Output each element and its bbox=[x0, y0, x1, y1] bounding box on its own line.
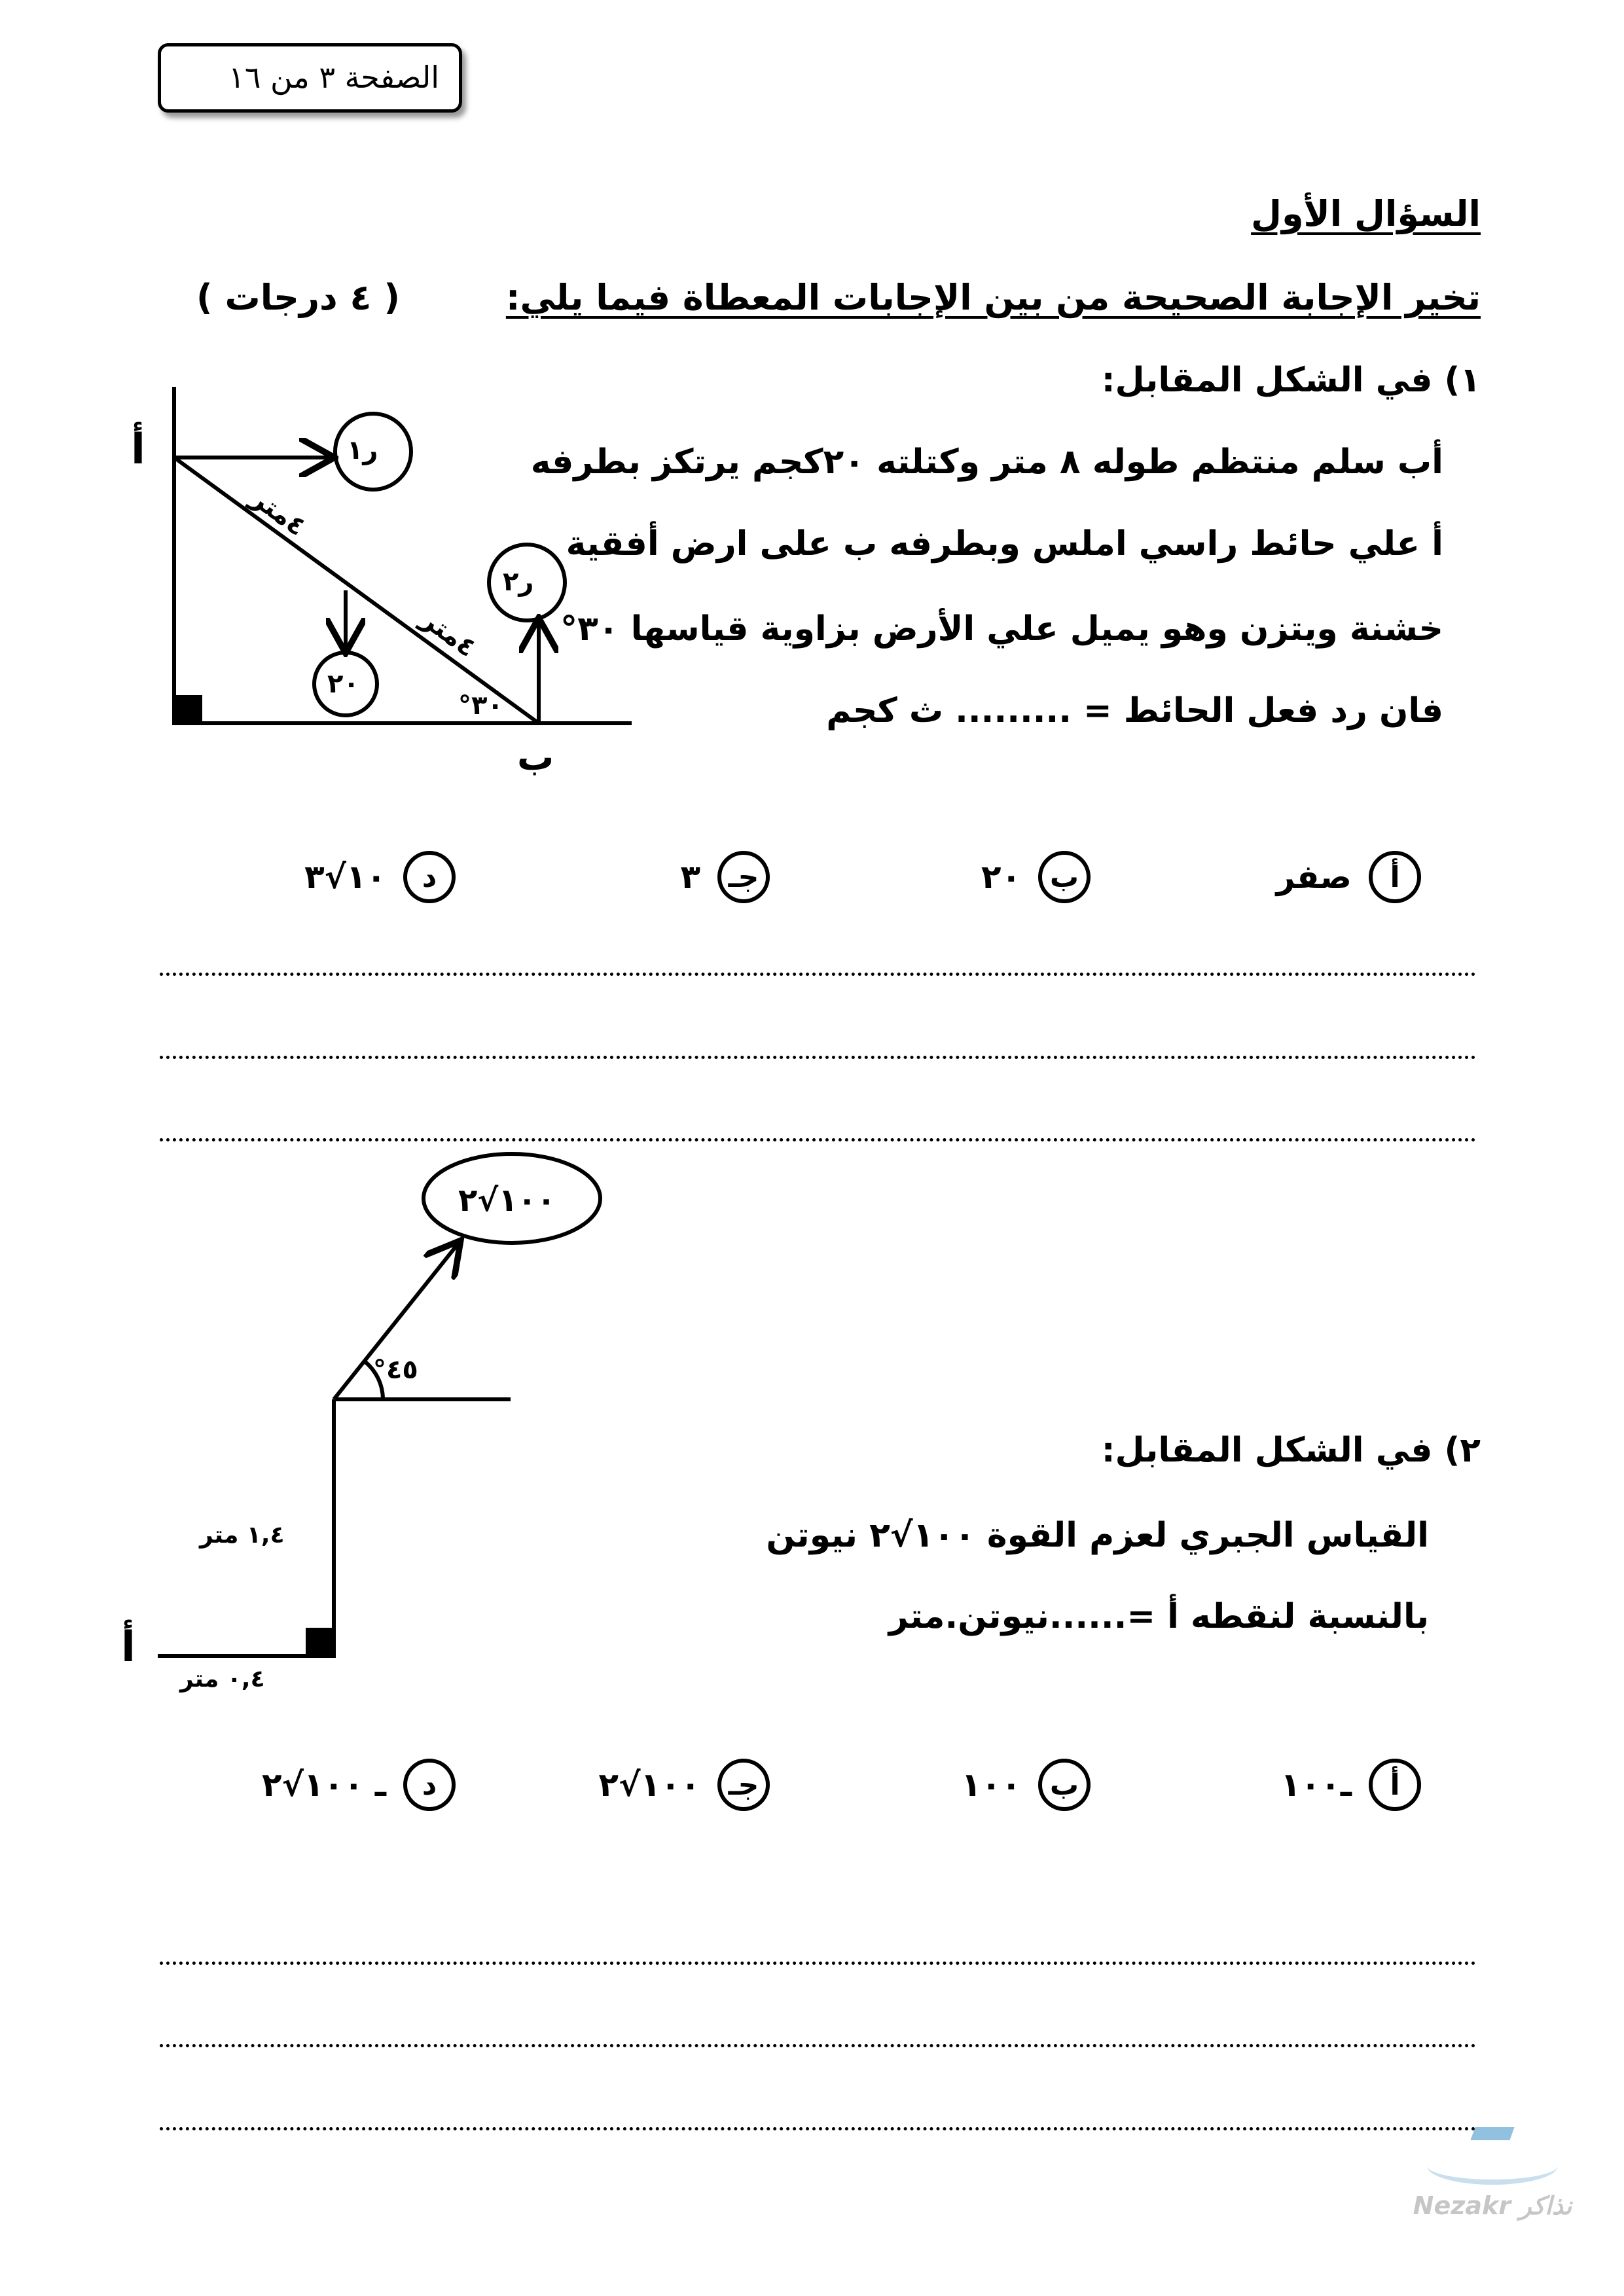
watermark-logo bbox=[1401, 2127, 1584, 2258]
q1-title: ١) في الشكل المقابل: bbox=[1101, 361, 1481, 400]
moment-figure bbox=[158, 1154, 600, 1656]
force-label: ١٠٠√٢ bbox=[458, 1182, 556, 1219]
point-a-label: أ bbox=[121, 1623, 135, 1672]
page-indicator: الصفحة ٣ من ١٦ bbox=[228, 60, 439, 95]
q2-option-a[interactable] bbox=[1280, 1759, 1421, 1811]
q1-line: أب سلم منتظم طوله ٨ متر وكتلته ٢٠كجم يرتكز بطرفه bbox=[530, 442, 1443, 482]
option-letter: جـ bbox=[717, 851, 770, 903]
option-letter: جـ bbox=[717, 1759, 770, 1811]
vertical-length-label: ١,٤ متر bbox=[200, 1522, 285, 1549]
q1-option-d[interactable] bbox=[304, 851, 456, 903]
point-a-label: أ bbox=[131, 425, 145, 474]
q2-option-d[interactable] bbox=[262, 1759, 456, 1811]
q2-line: القياس الجبري لعزم القوة ١٠٠√٢ نيوتن bbox=[766, 1516, 1429, 1555]
option-letter: د bbox=[403, 851, 456, 903]
answer-line[interactable] bbox=[160, 2127, 1476, 2130]
q2-title: ٢) في الشكل المقابل: bbox=[1101, 1431, 1481, 1470]
q2-line: بالنسبة لنقطه أ =......نيوتن.متر bbox=[888, 1597, 1429, 1636]
q1-option-b[interactable] bbox=[981, 851, 1091, 903]
graduation-cap-icon bbox=[1470, 2127, 1514, 2140]
horizontal-length-label: ٠,٤ متر bbox=[180, 1666, 265, 1693]
option-letter: د bbox=[403, 1759, 456, 1811]
instruction: تخير الإجابة الصحيحة من بين الإجابات المعطاة فيما يلي: bbox=[505, 277, 1481, 318]
q1-line: خشنة ويتزن وهو يميل علي الأرض بزاوية قياسها ٣٠° bbox=[560, 609, 1443, 649]
option-value: صفر bbox=[1276, 858, 1352, 896]
r2-label: ر٢ bbox=[503, 567, 534, 597]
question-title: السؤال الأول bbox=[1251, 193, 1481, 234]
option-value: ـ ١٠٠√٢ bbox=[262, 1766, 386, 1804]
answer-line[interactable] bbox=[160, 1138, 1476, 1141]
q1-line: فان رد فعل الحائط = ......... ث كجم bbox=[826, 691, 1443, 730]
q1-option-a[interactable] bbox=[1276, 851, 1421, 903]
q1-line: أ علي حائط راسي املس وبطرفه ب على ارض أفقية bbox=[566, 524, 1443, 564]
book-icon bbox=[1427, 2147, 1558, 2185]
q1-option-c[interactable] bbox=[680, 851, 770, 903]
option-value: ـ١٠٠ bbox=[1280, 1766, 1352, 1804]
logo-text: Nezakr نذاكر bbox=[1413, 2191, 1572, 2220]
option-value: ٢٠ bbox=[981, 858, 1021, 896]
option-letter: أ bbox=[1369, 851, 1421, 903]
q2-option-c[interactable] bbox=[599, 1759, 770, 1811]
option-value: ١٠٠ bbox=[961, 1766, 1021, 1804]
option-value: ١٠٠√٢ bbox=[598, 1766, 700, 1804]
angle-label: ٣٠° bbox=[458, 691, 503, 721]
r1-label: ر١ bbox=[347, 435, 378, 465]
angle-label: ٤٥° bbox=[373, 1355, 418, 1385]
answer-line[interactable] bbox=[160, 1056, 1476, 1059]
answer-line[interactable] bbox=[160, 2044, 1476, 2047]
option-letter: ب bbox=[1038, 1759, 1091, 1811]
option-value: ٣ bbox=[680, 858, 700, 896]
point-b-label: ب bbox=[517, 736, 554, 779]
q2-option-b[interactable] bbox=[961, 1759, 1091, 1811]
lower-segment-label: ٤متر bbox=[416, 603, 482, 664]
upper-segment-label: ٤متر bbox=[245, 482, 312, 543]
answer-line[interactable] bbox=[160, 1962, 1476, 1965]
option-value: ١٠√٣ bbox=[304, 858, 386, 896]
marks: ( ٤ درجات ) bbox=[196, 277, 400, 318]
ladder-figure bbox=[174, 387, 632, 723]
option-letter: ب bbox=[1038, 851, 1091, 903]
answer-line[interactable] bbox=[160, 973, 1476, 976]
right-angle-mark bbox=[174, 697, 200, 723]
weight-label: ٢٠ bbox=[327, 669, 359, 699]
option-letter: أ bbox=[1369, 1759, 1421, 1811]
